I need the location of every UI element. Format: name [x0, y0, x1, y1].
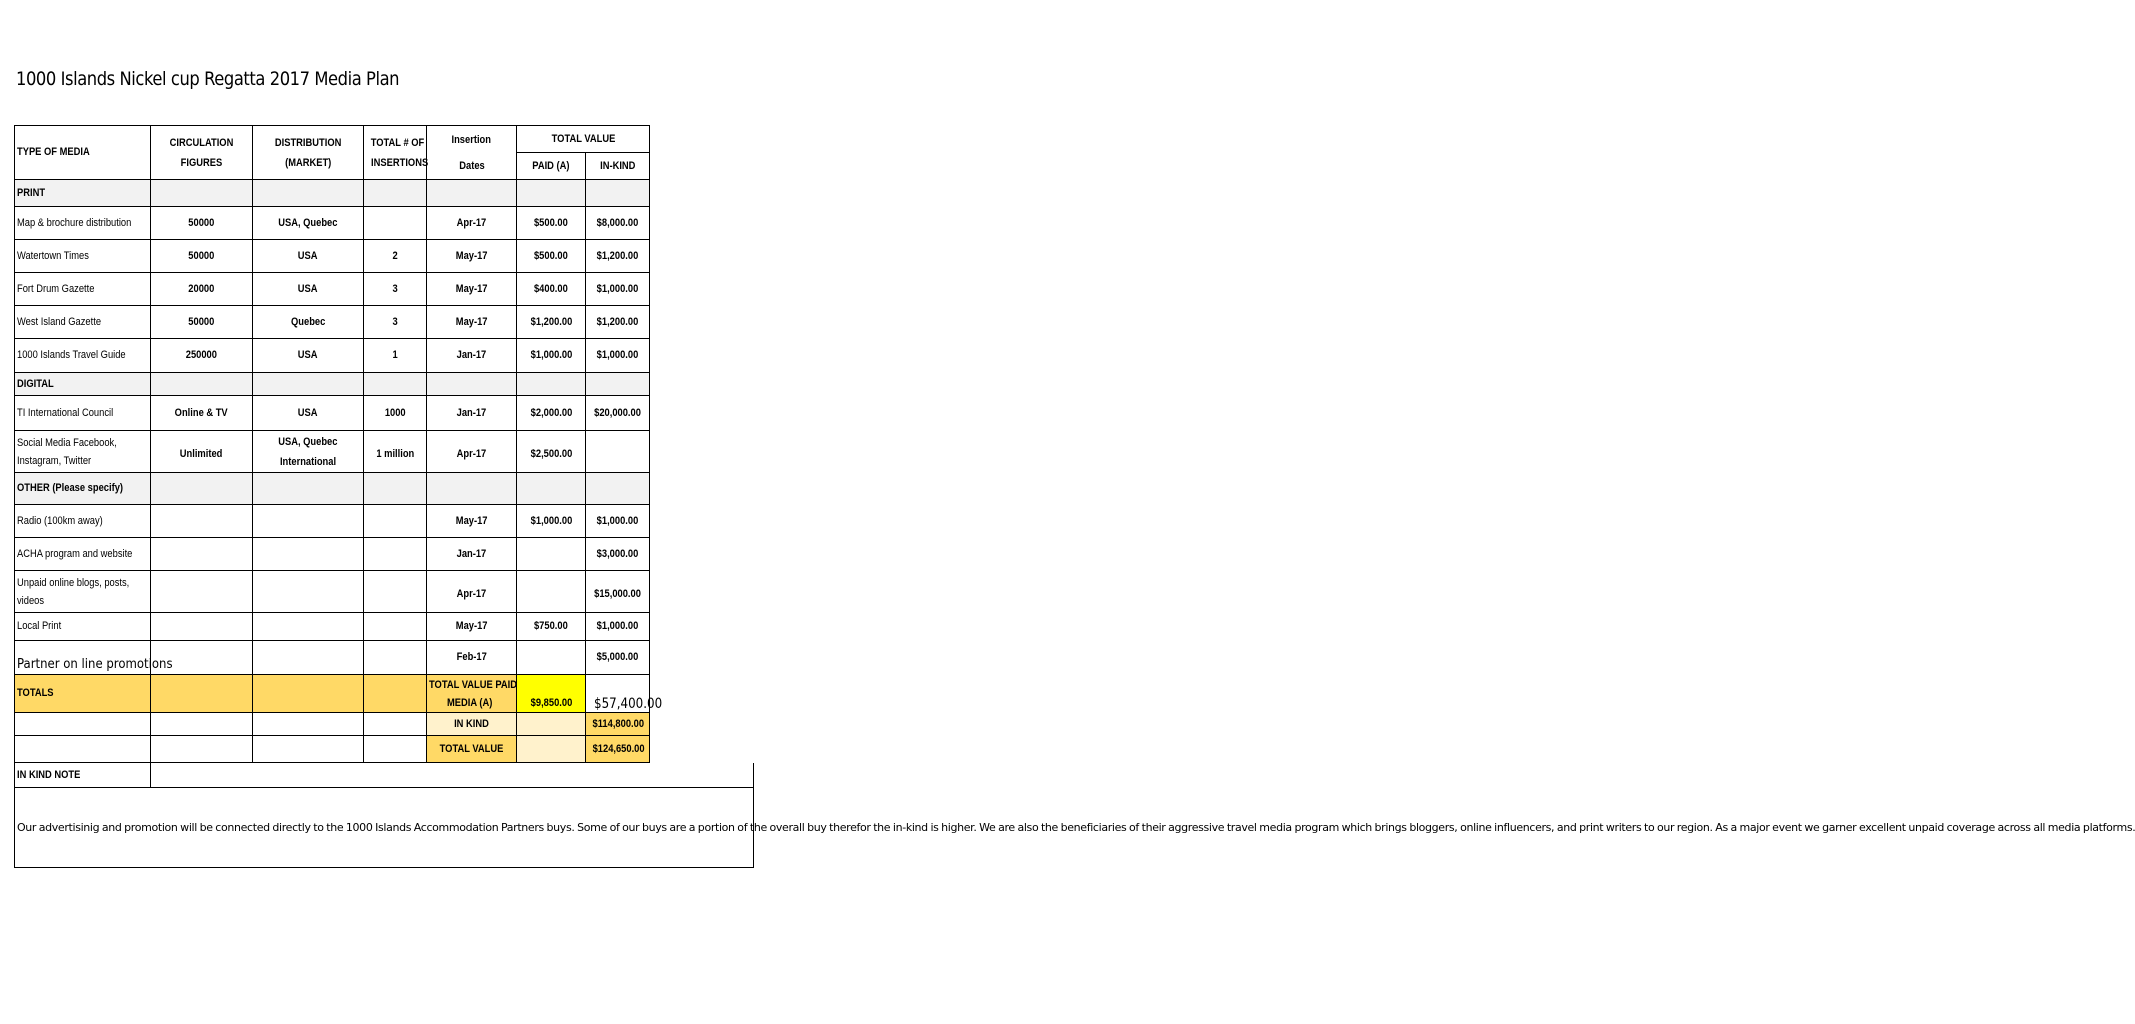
table-row: Watertown Times 50000 USA 2 May-17 $500.00 $1,200.00: [15, 240, 754, 273]
note-text: Our advertisinig and promotion will be connected directly to the 1000 Islands Accommodation Partners buys. Some of our buys are a portion of the overall buy therefor the in-kind is higher. We are also the beneficiaries of their aggressive travel media program which brings bloggers, online influencers, and print writers to our region. As a major event we garner excellent unpaid coverage across all media platforms.: [15, 788, 754, 868]
section-print: PRINT: [15, 180, 754, 207]
page-title: 1000 Islands Nickel cup Regatta 2017 Media Plan: [16, 68, 400, 90]
table-row: Social Media Facebook, Instagram, Twitter Unlimited USA, Quebec International 1 million Apr-17 $2,500.00: [15, 431, 754, 473]
media-plan-table: [14, 125, 2135, 868]
table-row: Fort Drum Gazette 20000 USA 3 May-17 $400.00 $1,000.00: [15, 273, 754, 306]
table-row: ACHA program and website Jan-17 $3,000.00: [15, 538, 754, 571]
table-row: Partner on line promotions Feb-17 $5,000.00: [15, 641, 754, 675]
note-row: [15, 788, 754, 868]
totals-row: TOTALS TOTAL VALUE PAID MEDIA (A) $9,850.00 $57,400.00: [15, 675, 754, 713]
header-inkind: IN-KIND: [586, 153, 650, 180]
header-circulation: CIRCULATION FIGURES: [151, 126, 253, 180]
section-digital: DIGITAL: [15, 373, 754, 396]
table-row: 1000 Islands Travel Guide 250000 USA 1 Jan-17 $1,000.00 $1,000.00: [15, 339, 754, 373]
totals-value-row: TOTAL VALUE $124,650.00: [15, 736, 754, 763]
table-row: Radio (100km away) May-17 $1,000.00 $1,000.00: [15, 505, 754, 538]
header-insertions: TOTAL # OF INSERTIONS: [364, 126, 427, 180]
section-other: OTHER (Please specify): [15, 473, 754, 505]
table-row: Map & brochure distribution 50000 USA, Quebec Apr-17 $500.00 $8,000.00: [15, 207, 754, 240]
header-type: TYPE OF MEDIA: [15, 126, 151, 180]
header-paid: PAID (A): [517, 153, 586, 180]
header-row: [15, 126, 754, 153]
table-row: TI International Council Online & TV USA 1000 Jan-17 $2,000.00 $20,000.00: [15, 396, 754, 431]
table-row: Local Print May-17 $750.00 $1,000.00: [15, 613, 754, 641]
totals-inkind-row: IN KIND $114,800.00: [15, 713, 754, 736]
table-row: Unpaid online blogs, posts, videos Apr-17 $15,000.00: [15, 571, 754, 613]
note-heading-row: IN KIND NOTE: [15, 763, 754, 788]
header-total-value: TOTAL VALUE: [517, 126, 650, 153]
header-distribution: DISTRIBUTION (MARKET): [253, 126, 364, 180]
table-row: West Island Gazette 50000 Quebec 3 May-17 $1,200.00 $1,200.00: [15, 306, 754, 339]
header-dates: Insertion Dates: [427, 126, 517, 180]
